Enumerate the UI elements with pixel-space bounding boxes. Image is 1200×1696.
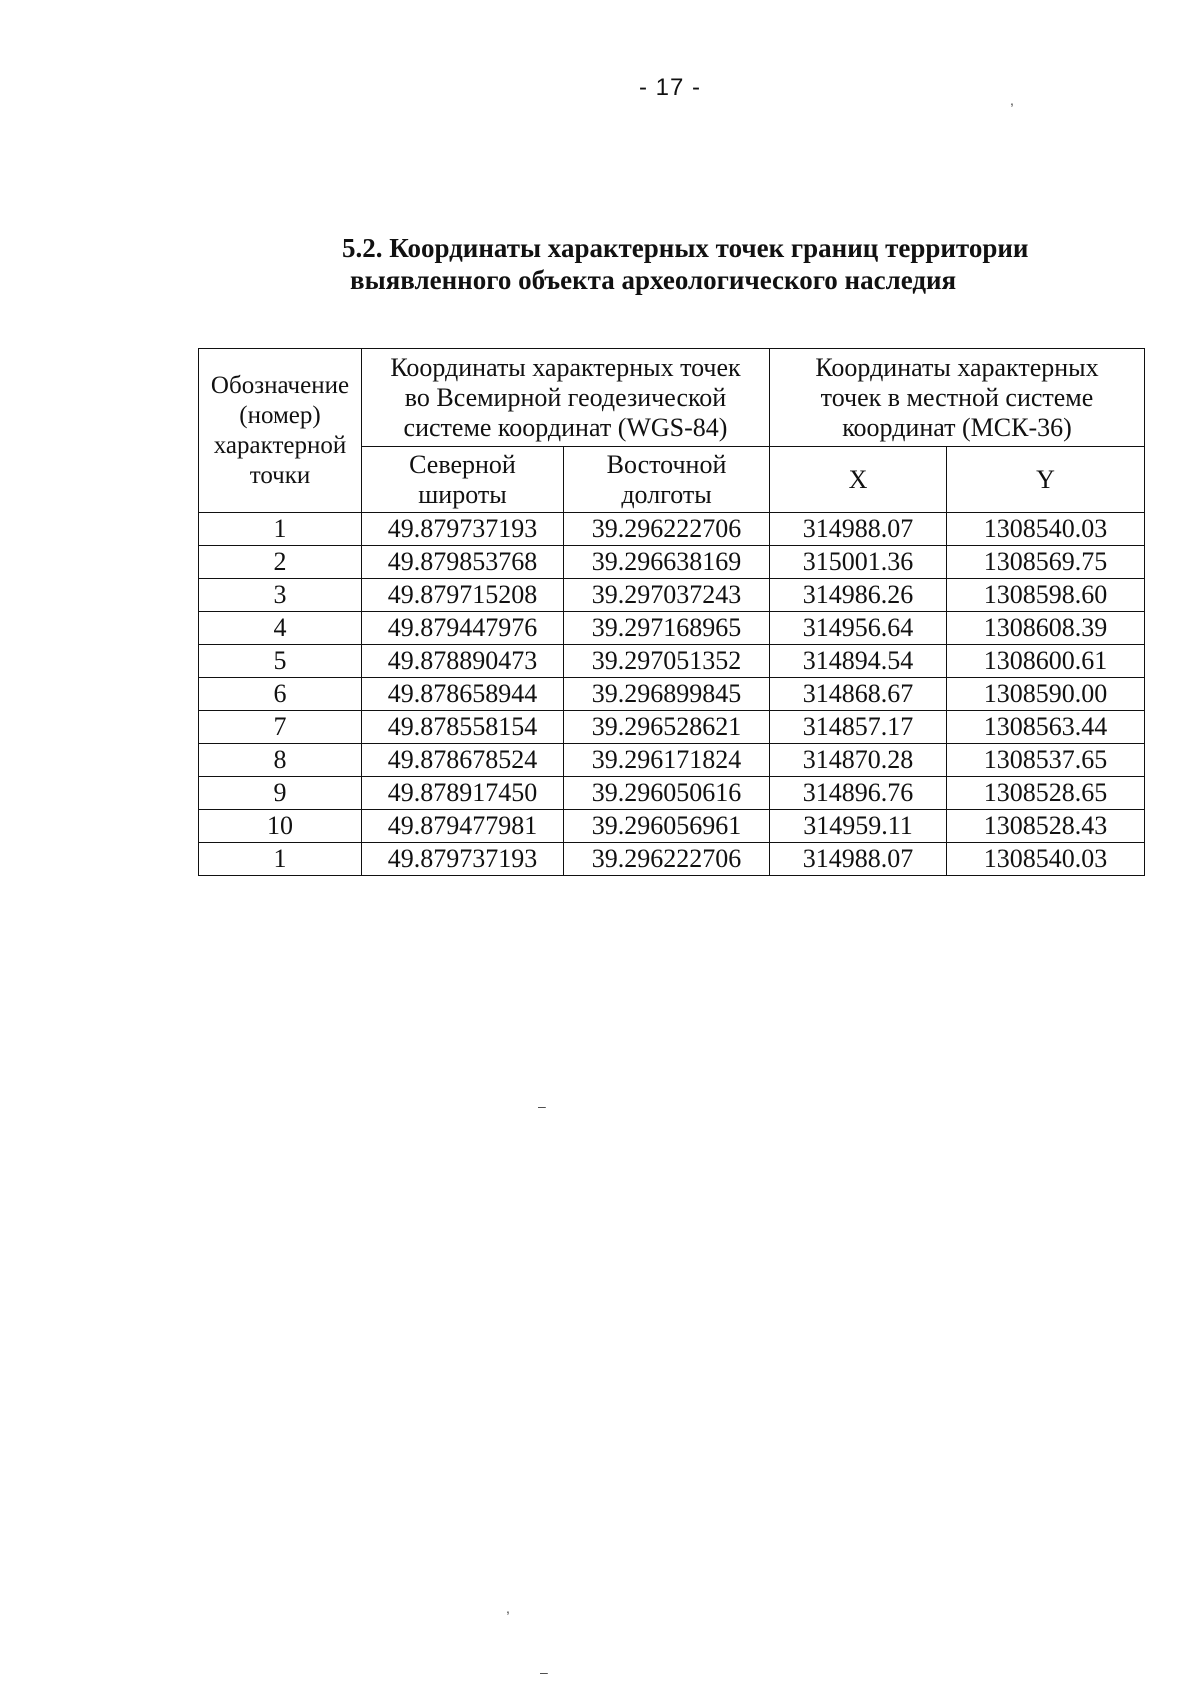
header-y: Y <box>947 447 1145 513</box>
table-row <box>199 513 1145 546</box>
cell-longitude: 39.296528621 <box>564 711 770 744</box>
cell-latitude: 49.879447976 <box>362 612 564 645</box>
cell-point: 1 <box>199 513 362 546</box>
header-msk36-group: Координаты характерных точек в местной системе координат (МСК-36) <box>770 349 1145 447</box>
cell-y: 1308528.43 <box>947 810 1145 843</box>
cell-x: 314870.28 <box>770 744 947 777</box>
page-number: - 17 - <box>638 74 701 101</box>
table-row <box>199 546 1145 579</box>
table-row <box>199 612 1145 645</box>
cell-x: 314988.07 <box>770 843 947 876</box>
cell-y: 1308540.03 <box>947 513 1145 546</box>
table-row <box>199 711 1145 744</box>
cell-latitude: 49.878890473 <box>362 645 564 678</box>
coordinates-table <box>198 348 1145 876</box>
scan-mark: , <box>1010 92 1014 108</box>
cell-point: 5 <box>199 645 362 678</box>
header-x: X <box>770 447 947 513</box>
cell-longitude: 39.297037243 <box>564 579 770 612</box>
cell-y: 1308590.00 <box>947 678 1145 711</box>
cell-longitude: 39.297168965 <box>564 612 770 645</box>
cell-y: 1308608.39 <box>947 612 1145 645</box>
cell-latitude: 49.879715208 <box>362 579 564 612</box>
table-row <box>199 777 1145 810</box>
cell-point: 10 <box>199 810 362 843</box>
cell-x: 314956.64 <box>770 612 947 645</box>
scan-mark: – <box>538 1098 546 1114</box>
cell-latitude: 49.879477981 <box>362 810 564 843</box>
cell-x: 314894.54 <box>770 645 947 678</box>
table-body <box>199 513 1145 876</box>
scan-mark: – <box>540 1664 548 1680</box>
table-row <box>199 810 1145 843</box>
cell-point: 4 <box>199 612 362 645</box>
cell-point: 6 <box>199 678 362 711</box>
cell-x: 314959.11 <box>770 810 947 843</box>
header-north-latitude: Северной широты <box>362 447 564 513</box>
cell-point: 8 <box>199 744 362 777</box>
cell-x: 314986.26 <box>770 579 947 612</box>
cell-y: 1308600.61 <box>947 645 1145 678</box>
cell-point: 2 <box>199 546 362 579</box>
cell-x: 314988.07 <box>770 513 947 546</box>
table-row <box>199 645 1145 678</box>
cell-y: 1308528.65 <box>947 777 1145 810</box>
cell-point: 9 <box>199 777 362 810</box>
cell-latitude: 49.878558154 <box>362 711 564 744</box>
cell-longitude: 39.296899845 <box>564 678 770 711</box>
cell-y: 1308569.75 <box>947 546 1145 579</box>
cell-longitude: 39.297051352 <box>564 645 770 678</box>
cell-latitude: 49.878658944 <box>362 678 564 711</box>
cell-point: 7 <box>199 711 362 744</box>
table-row <box>199 678 1145 711</box>
cell-longitude: 39.296222706 <box>564 843 770 876</box>
header-wgs84-group: Координаты характерных точек во Всемирной геодезической системе координат (WGS-84) <box>362 349 770 447</box>
section-title-line1: 5.2. Координаты характерных точек границ территории <box>342 233 1029 263</box>
header-point-designation: Обозначение (номер) характерной точки <box>199 349 362 513</box>
cell-x: 314868.67 <box>770 678 947 711</box>
scan-mark: , <box>506 1600 510 1616</box>
table-row <box>199 843 1145 876</box>
cell-longitude: 39.296638169 <box>564 546 770 579</box>
table-row <box>199 744 1145 777</box>
cell-latitude: 49.878678524 <box>362 744 564 777</box>
section-title-line2: выявленного объекта археологического наследия <box>350 265 957 295</box>
cell-x: 315001.36 <box>770 546 947 579</box>
cell-longitude: 39.296056961 <box>564 810 770 843</box>
cell-latitude: 49.879737193 <box>362 513 564 546</box>
cell-point: 1 <box>199 843 362 876</box>
cell-longitude: 39.296050616 <box>564 777 770 810</box>
cell-point: 3 <box>199 579 362 612</box>
cell-y: 1308598.60 <box>947 579 1145 612</box>
cell-x: 314857.17 <box>770 711 947 744</box>
cell-longitude: 39.296222706 <box>564 513 770 546</box>
cell-x: 314896.76 <box>770 777 947 810</box>
cell-latitude: 49.879853768 <box>362 546 564 579</box>
cell-y: 1308563.44 <box>947 711 1145 744</box>
header-east-longitude: Восточной долготы <box>564 447 770 513</box>
cell-latitude: 49.879737193 <box>362 843 564 876</box>
cell-latitude: 49.878917450 <box>362 777 564 810</box>
section-title <box>342 232 1162 296</box>
cell-y: 1308537.65 <box>947 744 1145 777</box>
table-row <box>199 579 1145 612</box>
cell-longitude: 39.296171824 <box>564 744 770 777</box>
cell-y: 1308540.03 <box>947 843 1145 876</box>
